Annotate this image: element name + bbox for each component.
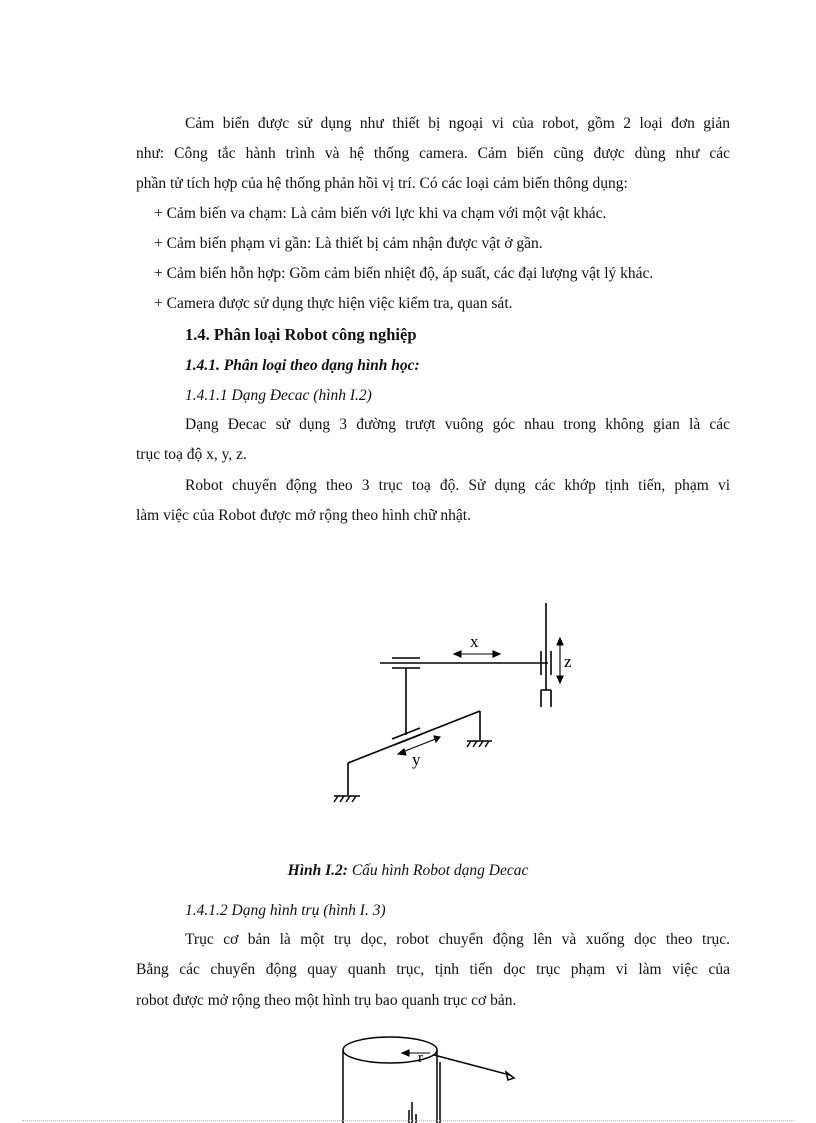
bullet-item: + Cảm biến va chạm: Là cảm biến với lực khi va chạm với một vật khác. [154,205,607,222]
gripper-icon [506,1072,514,1080]
bullet-item: + Cảm biến hỗn hợp: Gồm cảm biến nhiệt độ, áp suất, các đại lượng vật lý khác. [154,265,654,282]
bullet-item: + Camera được sử dụng thực hiện việc kiểm tra, quan sát. [154,295,513,312]
y-label: y [412,750,421,769]
cylindrical-line1: Trục cơ bản là một trụ dọc, robot chuyển động lên và xuống dọc theo trục. [185,931,730,948]
figure-caption-text: Cấu hình Robot dạng Decac [347,862,529,879]
gripper-icon [541,690,551,707]
figure-caption-label: Hình I.2: [287,862,348,879]
paragraph1-line3: phần tử tích hợp của hệ thống phản hồi vị trí. Có các loại cảm biến thông dụng: [136,175,628,192]
cylindrical-robot-diagram [330,1030,530,1123]
paragraph1-line2: như: Công tắc hành trình và hệ thống camera. Cảm biến cũng được dùng như các [136,145,730,162]
cartesian-p1-line2: trục toạ độ x, y, z. [136,446,247,463]
figure-caption [0,862,816,880]
cartesian-robot-diagram [320,595,580,810]
cartesian-p2-line2: làm việc của Robot được mở rộng theo hình chữ nhật. [136,507,471,524]
arm-link [434,1055,510,1075]
x-label: x [470,632,479,651]
z-label: z [564,652,572,671]
subsection-heading: 1.4.1. Phân loại theo dạng hình học: [185,357,420,374]
cartesian-heading: 1.4.1.1 Dạng Đecac (hình I.2) [185,387,372,404]
cylindrical-heading: 1.4.1.2 Dạng hình trụ (hình I. 3) [185,902,386,919]
cylindrical-line2: Bằng các chuyển động quay quanh trục, tịnh tiến dọc trục phạm vi làm việc của [136,961,730,978]
bullet-item: + Cảm biến phạm vi gần: Là thiết bị cảm nhận được vật ở gần. [154,235,543,252]
cartesian-p2-line1: Robot chuyển động theo 3 trục toạ độ. Sử dụng các khớp tịnh tiến, phạm vi [185,477,730,494]
r-label: r [418,1050,423,1066]
paragraph1-line1: Cảm biến được sử dụng như thiết bị ngoại vi của robot, gồm 2 loại đơn giản [185,115,730,132]
section-heading: 1.4. Phân loại Robot công nghiệp [185,325,417,344]
page-bottom-rule [22,1120,794,1121]
cylindrical-line3: robot được mở rộng theo một hình trụ bao quanh trục cơ bản. [136,992,517,1009]
cartesian-p1-line1: Dạng Đecac sử dụng 3 đường trượt vuông góc nhau trong không gian là các [185,416,730,433]
